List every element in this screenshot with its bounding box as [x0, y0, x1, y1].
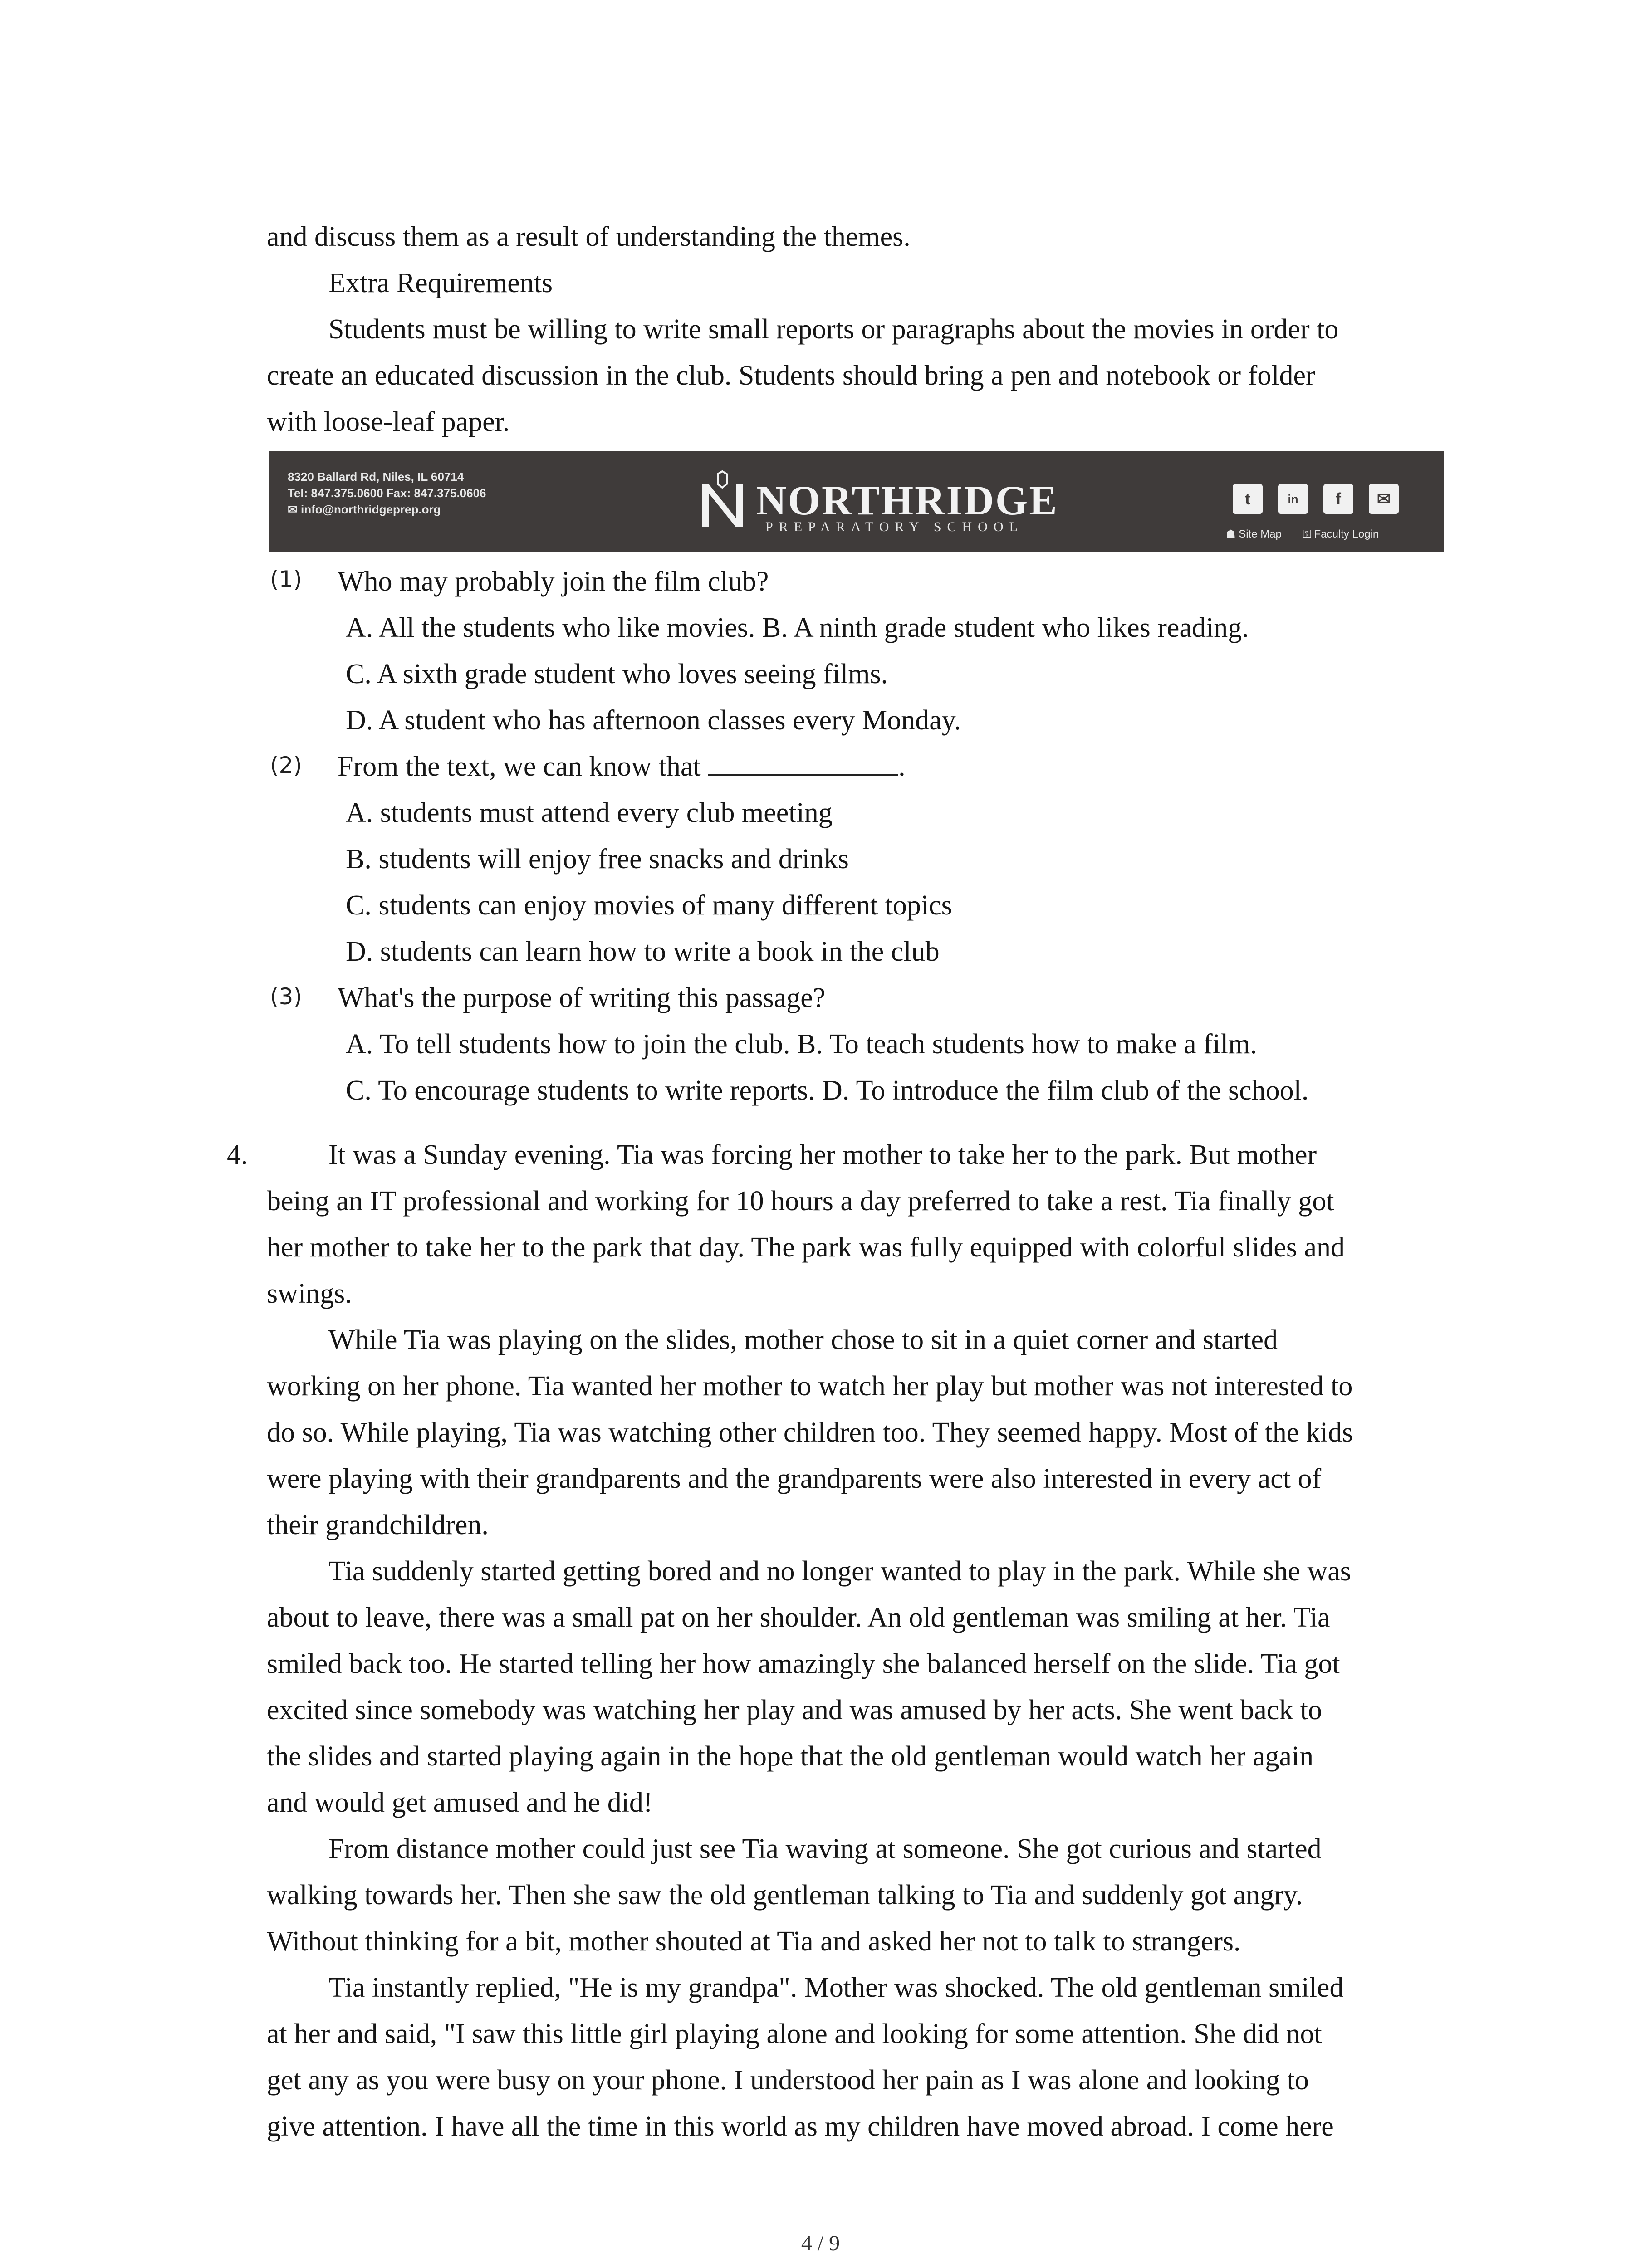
email-line	[288, 501, 486, 518]
passage-line: their grandchildren.	[267, 1510, 489, 1540]
phone-fax-line: Tel: 847.375.0600 Fax: 847.375.0606	[288, 486, 486, 500]
faculty-login-link[interactable]: Faculty Login	[1314, 528, 1379, 540]
passage-line: Students must be willing to write small reports or paragraphs about the movies in order to	[328, 314, 1339, 345]
passage-line: working on her phone. Tia wanted her mother to watch her play but mother was not interested to	[267, 1371, 1353, 1402]
passage-line: get any as you were busy on your phone. I understood her pain as I was alone and looking to	[267, 2065, 1309, 2096]
passage-line: While Tia was playing on the slides, mother chose to sit in a quiet corner and started	[328, 1325, 1278, 1355]
school-subtitle: PREPARATORY SCHOOL	[765, 519, 1024, 534]
mail-icon: ✉	[288, 503, 301, 516]
question-stem: What's the purpose of writing this passage?	[338, 982, 826, 1013]
passage-line: create an educated discussion in the club. Students should bring a pen and notebook or folder	[267, 360, 1315, 391]
banner-links	[1226, 528, 1379, 541]
option-line: B. students will enjoy free snacks and drinks	[346, 844, 849, 875]
address-line: 8320 Ballard Rd, Niles, IL 60714	[288, 470, 464, 484]
question-number: (1)	[270, 566, 302, 592]
option-line: D. students can learn how to write a book in the club	[346, 936, 940, 967]
school-name: NORTHRIDGE	[756, 477, 1058, 523]
passage-line: and would get amused and he did!	[267, 1787, 653, 1818]
option-line: C. To encourage students to write reports. D. To introduce the film club of the school.	[346, 1075, 1309, 1106]
passage-line: and discuss them as a result of understanding the themes.	[267, 221, 911, 252]
stem-text: From the text, we can know that	[338, 751, 701, 782]
option-line: A. students must attend every club meeting	[346, 797, 833, 828]
passage-line: about to leave, there was a small pat on her shoulder. An old gentleman was smiling at her. Tia	[267, 1602, 1330, 1633]
site-map-link[interactable]: Site Map	[1239, 528, 1282, 540]
passage-line: at her and said, "I saw this little girl playing alone and looking for some attention. She did not	[267, 2019, 1322, 2049]
school-crest-logo	[693, 470, 752, 534]
passage-line: swings.	[267, 1278, 352, 1309]
passage-line: with loose-leaf paper.	[267, 406, 510, 437]
passage-line: Without thinking for a bit, mother shouted at Tia and asked her not to talk to strangers.	[267, 1926, 1241, 1957]
facebook-icon[interactable]: f	[1323, 484, 1353, 514]
passage-line: excited since somebody was watching her play and was amused by her acts. She went back to	[267, 1695, 1323, 1725]
option-line: A. To tell students how to join the club. B. To teach students how to make a film.	[346, 1029, 1257, 1060]
option-line: D. A student who has afternoon classes every Monday.	[346, 705, 961, 736]
question-stem: Who may probably join the film club?	[338, 566, 769, 597]
passage-line: give attention. I have all the time in this world as my children have moved abroad. I come here	[267, 2111, 1334, 2142]
passage-line: It was a Sunday evening. Tia was forcing her mother to take her to the park. But mother	[328, 1139, 1317, 1170]
option-line: C. A sixth grade student who loves seeing films.	[346, 659, 888, 689]
passage-line: Tia suddenly started getting bored and no longer wanted to play in the park. While she was	[328, 1556, 1351, 1587]
email-icon[interactable]: ✉	[1369, 484, 1399, 514]
page-number: 4 / 9	[801, 2231, 840, 2255]
email-text: info@northridgeprep.org	[301, 503, 441, 516]
question-number: (2)	[270, 752, 302, 778]
passage-line: do so. While playing, Tia was watching other children too. They seemed happy. Most of the kids	[267, 1417, 1353, 1448]
passage-line: being an IT professional and working for 10 hours a day preferred to take a rest. Tia finally got	[267, 1186, 1334, 1217]
passage-number: 4.	[227, 1139, 248, 1170]
linkedin-icon[interactable]: in	[1278, 484, 1308, 514]
twitter-icon[interactable]: t	[1233, 484, 1263, 514]
question-stem	[338, 748, 906, 785]
passage-line: her mother to take her to the park that day. The park was fully equipped with colorful slides and	[267, 1232, 1345, 1263]
school-address	[288, 469, 486, 518]
option-line: A. All the students who like movies. B. A ninth grade student who likes reading.	[346, 612, 1249, 643]
passage-line: smiled back too. He started telling her how amazingly she balanced herself on the slide. Tia got	[267, 1648, 1340, 1679]
section-heading: Extra Requirements	[328, 268, 553, 298]
key-icon: ⚿	[1303, 528, 1314, 540]
passage-line: were playing with their grandparents and the grandparents were also interested in every act of	[267, 1463, 1322, 1494]
option-line: C. students can enjoy movies of many different topics	[346, 890, 952, 921]
school-banner	[269, 451, 1444, 552]
passage-line: From distance mother could just see Tia waving at someone. She got curious and started	[328, 1833, 1322, 1864]
stem-period: .	[898, 751, 906, 782]
answer-blank	[708, 748, 898, 776]
question-number: (3)	[270, 983, 302, 1010]
passage-line: walking towards her. Then she saw the old gentleman talking to Tia and suddenly got angry.	[267, 1880, 1303, 1911]
passage-line: the slides and started playing again in the hope that the old gentleman would watch her again	[267, 1741, 1314, 1772]
passage-line: Tia instantly replied, "He is my grandpa". Mother was shocked. The old gentleman smiled	[328, 1972, 1344, 2003]
sitemap-icon: ☗	[1226, 528, 1239, 540]
